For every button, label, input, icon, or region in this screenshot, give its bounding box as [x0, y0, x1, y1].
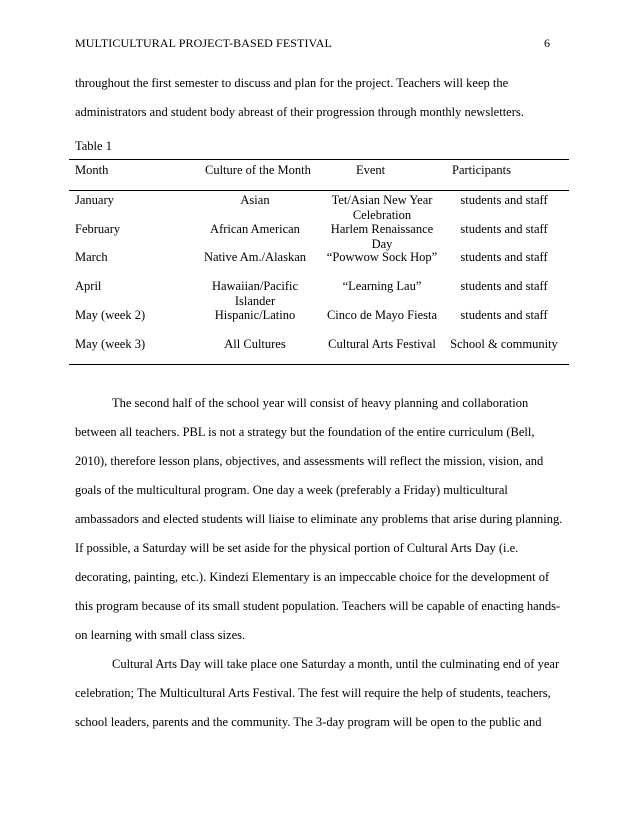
table-cell-event: Cultural Arts Festival	[328, 337, 436, 351]
paragraph-line: ambassadors and elected students will liaise to eliminate any problems that arise during planning.	[75, 512, 563, 526]
paragraph-line: If possible, a Saturday will be set aside for the physical portion of Cultural Arts Day (i.e.	[75, 541, 519, 555]
table-cell-culture: Hispanic/Latino	[214, 308, 296, 322]
table-cell-culture: All Cultures	[224, 337, 286, 351]
table-header-culture: Culture of the Month	[205, 163, 311, 177]
table-cell-participants: students and staff	[460, 222, 548, 236]
paragraph-line: between all teachers. PBL is not a strategy but the foundation of the entire curriculum (Bell,	[75, 425, 535, 439]
table-cell-event: Harlem Renaissance Day	[330, 222, 434, 251]
table-cell-month: January	[75, 193, 114, 207]
table-cell-culture: Asian	[240, 193, 270, 207]
table-header-participants: Participants	[452, 163, 512, 177]
paragraph-line: throughout the first semester to discuss and plan for the project. Teachers will keep the	[75, 76, 509, 90]
paragraph-line: school leaders, parents and the community. The 3-day program will be open to the public and	[75, 715, 542, 729]
paragraph-line: this program because of its small student population. Teachers will be capable of enacting hands-	[75, 599, 561, 613]
table-cell-culture: Native Am./Alaskan	[203, 250, 307, 264]
paragraph-line: goals of the multicultural program. One day a week (preferably a Friday) multicultural	[75, 483, 508, 497]
table-cell-culture: African American	[210, 222, 300, 236]
table-cell-culture: Hawaiian/Pacific Islander	[211, 279, 299, 308]
table-cell-participants: students and staff	[460, 279, 548, 293]
table-cell-participants: students and staff	[460, 193, 548, 207]
table-bottom-rule	[69, 364, 569, 365]
table-top-rule	[69, 159, 569, 160]
table-header-rule	[69, 190, 569, 191]
table-cell-event: “Powwow Sock Hop”	[326, 250, 438, 264]
table-cell-event: Tet/Asian New Year Celebration	[331, 193, 433, 222]
table-cell-participants: School & community	[450, 337, 558, 351]
paragraph-line: on learning with small class sizes.	[75, 628, 246, 642]
table-cell-month: March	[75, 250, 108, 264]
table-header-event: Event	[356, 163, 386, 177]
table-header-month: Month	[75, 163, 109, 177]
paragraph-line: celebration; The Multicultural Arts Festival. The fest will require the help of students, teachers,	[75, 686, 551, 700]
table-cell-month: February	[75, 222, 121, 236]
table-cell-participants: students and staff	[460, 250, 548, 264]
paragraph-line: 2010), therefore lesson plans, objectives, and assessments will reflect the mission, vision, and	[75, 454, 544, 468]
table-cell-event: “Learning Lau”	[342, 279, 422, 293]
paragraph-line: The second half of the school year will consist of heavy planning and collaboration	[112, 396, 529, 410]
paragraph-line: Cultural Arts Day will take place one Saturday a month, until the culminating end of year	[112, 657, 560, 671]
table-cell-month: May (week 3)	[75, 337, 146, 351]
table-cell-month: May (week 2)	[75, 308, 146, 322]
table-cell-event: Cinco de Mayo Fiesta	[326, 308, 438, 322]
table-cell-month: April	[75, 279, 102, 293]
table-label: Table 1	[75, 139, 112, 153]
running-head: MULTICULTURAL PROJECT-BASED FESTIVAL	[75, 36, 332, 50]
paragraph-line: decorating, painting, etc.). Kindezi Elementary is an impeccable choice for the development of	[75, 570, 550, 584]
page-number: 6	[544, 36, 550, 50]
table-cell-participants: students and staff	[460, 308, 548, 322]
paragraph-line: administrators and student body abreast of their progression through monthly newsletters.	[75, 105, 524, 119]
